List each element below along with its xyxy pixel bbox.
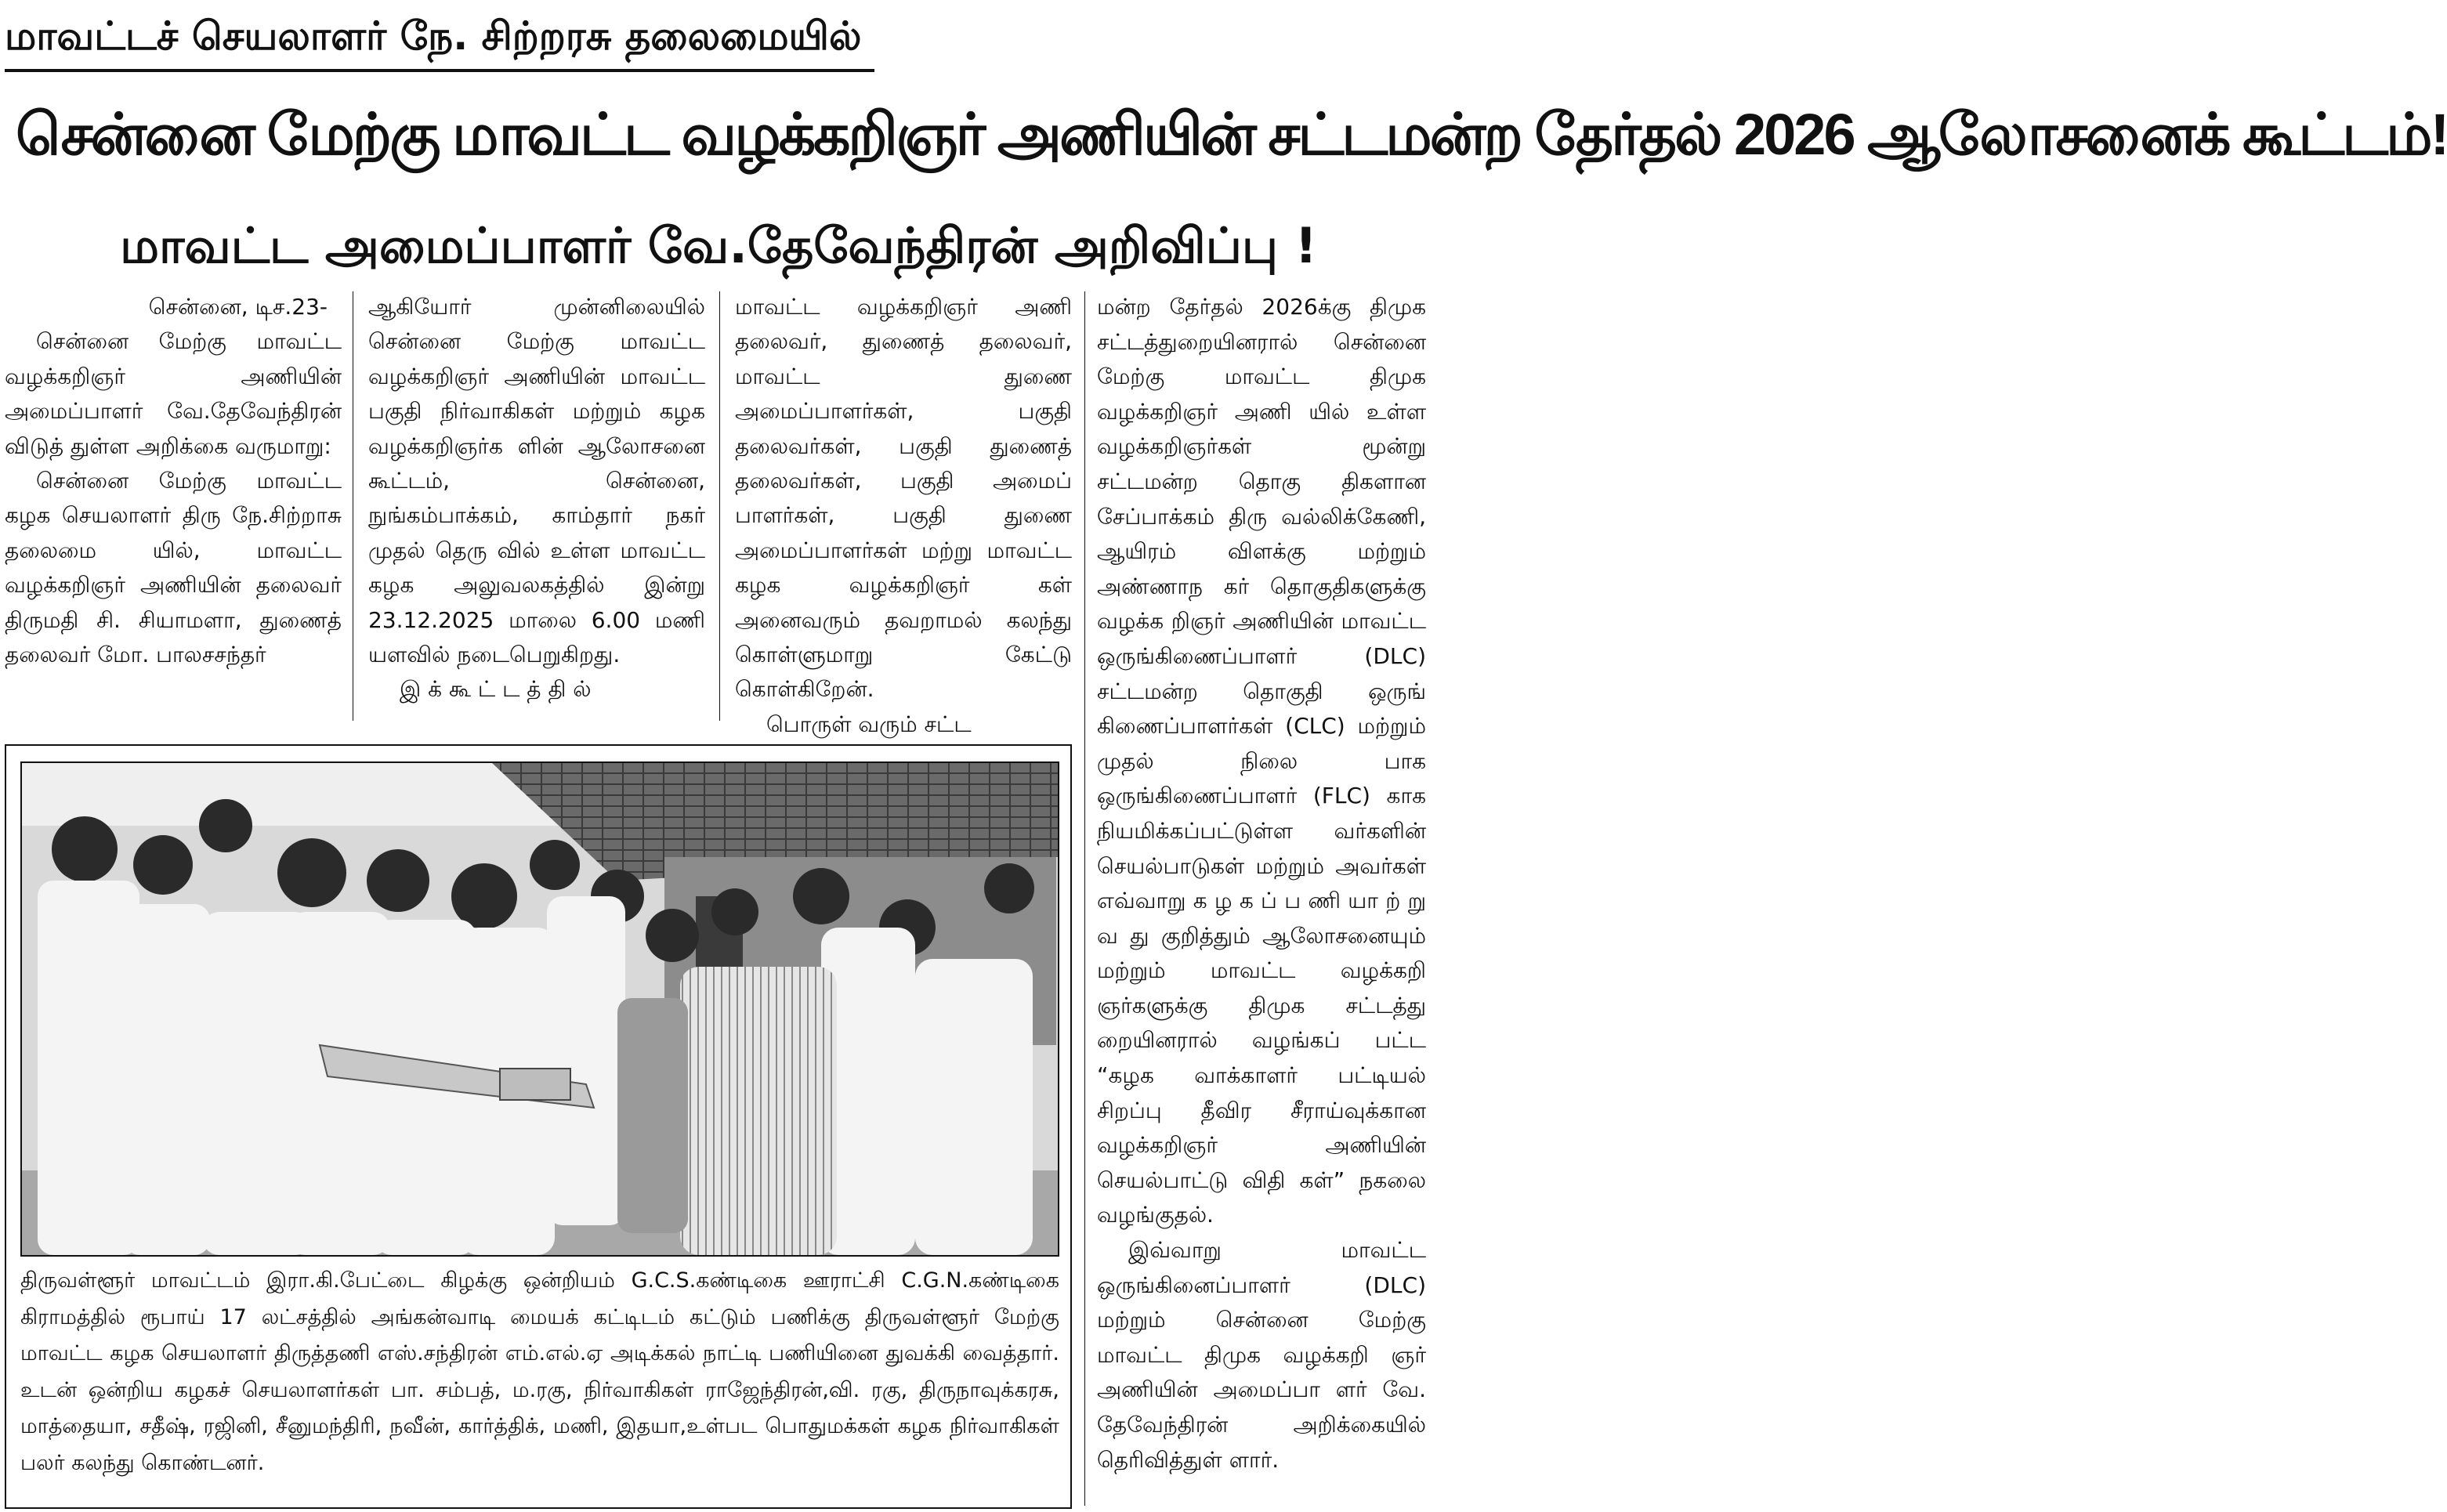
- article-column-2: [368, 290, 705, 707]
- article-paragraph: மன்ற தேர்தல் 2026க்கு திமுக சட்டத்துறையினரால் சென்னை மேற்கு மாவட்ட திமுக வழக்கறிஞர் அணி யில் உள்ள வழக்கறிஞர்கள் மூன்று சட்டமன்ற தொகு திகளான சேப்பாக்கம் திரு வல்லிக்கேணி, ஆயிரம் விளக்கு மற்றும் அண்ணாந கர் தொகுதிகளுக்கு வழக்க றிஞர் அணியின் மாவட்ட ஒருங்கிணைப்பாளர் (DLC) சட்டமன்ற தொகுதி ஒருங் கிணைப்பாளர்கள் (CLC) மற்றும் முதல் நிலை பாக ஒருங்கிணைப்பாளர் (FLC) காக நியமிக்கப்பட்டுள்ள வர்களின் செயல்பாடுகள் மற்றும் அவர்கள் எவ்வாறு க ழ க ப் ப ணி யா ற் று வ து குறித்தும் ஆலோசனையும் மற்றும் மாவட்ட வழக்கறி ஞர்களுக்கு திமுக சட்டத்து றையினரால் வழங்கப் பட்ட “கழக வாக்காளர் பட்டியல் சிறப்பு தீவிர சீராய்வுக்கான வழக்கறிஞர் அணியின் செயல்பாட்டு விதி கள்” நகலை வழங்குதல்.: [1097, 294, 1426, 1228]
- article-column-3: [735, 290, 1072, 742]
- kicker-line: மாவட்டச் செயலாளர் நே. சிற்றரசு தலைமையில்: [5, 3, 874, 72]
- column-rule: [719, 291, 720, 721]
- photo-frame: [5, 744, 1072, 1509]
- column-rule: [1084, 291, 1085, 1506]
- article-paragraph: சென்னை மேற்கு மாவட்ட கழக செயலாளர் திரு நே.சிற்றாசு தலைமை யில், மாவட்ட வழக்கறிஞர் அணியின் தலைவர் திருமதி சி. சியாமளா, துணைத் தலைவர் மோ. பாலசசந்தர்: [5, 468, 342, 668]
- article-paragraph: இவ்வாறு மாவட்ட ஒருங்கினைப்பாளர் (DLC) மற்றும் சென்னை மேற்கு மாவட்ட திமுக வழக்கறி ஞர் அணியின் அமைப்பா ளர் வே. தேவேந்திரன் அறிக்கையில் தெரிவித்துள் ளார்.: [1097, 1237, 1426, 1473]
- news-photo: [20, 761, 1059, 1257]
- article-paragraph: சென்னை மேற்கு மாவட்ட வழக்கறிஞர் அணியின் அமைப்பாளர் வே.தேவேந்திரன் விடுத் துள்ள அறிக்கை வருமாறு:: [5, 328, 342, 459]
- article-paragraph: மாவட்ட வழக்கறிஞர் அணி தலைவர், துணைத் தலைவர், மாவட்ட துணை அமைப்பாளர்கள், பகுதி தலைவர்கள், பகுதி துணைத் தலைவர்கள், பகுதி அமைப் பாளர்கள், பகுதி துணை அமைப்பாளர்கள் மற்று மாவட்ட கழக வழக்கறிஞர் கள் அனைவரும் தவறாமல் கலந்து கொள்ளுமாறு கேட்டு கொள்கிறேன்.: [735, 294, 1072, 703]
- article-paragraph: பொருள் வரும் சட்ட: [766, 711, 972, 737]
- article-column-1: [5, 290, 342, 672]
- headline: சென்னை மேற்கு மாவட்ட வழக்கறிஞர் அணியின் சட்டமன்ற தேர்தல் 2026 ஆலோசனைக் கூட்டம்!: [16, 102, 2447, 167]
- dateline: சென்னை, டிச.23-: [148, 294, 328, 320]
- subheadline: மாவட்ட அமைப்பாளர் வே.தேவேந்திரன் அறிவிப்பு !: [120, 217, 1317, 274]
- article-column-4: [1097, 290, 1426, 1478]
- photo-caption: திருவள்ளூர் மாவட்டம் இரா.கி.பேட்டை கிழக்கு ஒன்றியம் G.C.S.கண்டிகை ஊராட்சி C.G.N.கண்டிகை கிராமத்தில் ரூபாய் 17 லட்சத்தில் அங்கன்வாடி மையக் கட்டிடம் கட்டும் பணிக்கு திருவள்ளூர் மேற்கு மாவட்ட கழக செயலாளர் திருத்தணி எஸ்.சந்திரன் எம்.எல்.ஏ அடிக்கல் நாட்டி பணியினை துவக்கி வைத்தார். உடன் ஒன்றிய கழகச் செயலாளர்கள் பா. சம்பத், ம.ரகு, நிர்வாகிகள் ராஜேந்திரன்,வி. ரகு, திருநாவுக்கரசு, மாத்தையா, சதீஷ், ரஜினி, சீனுமந்திரி, நவீன், கார்த்திக், மணி, இதயா,உள்பட பொதுமக்கள் கழக நிர்வாகிகள் பலர் கலந்து கொண்டனர்.: [20, 1268, 1059, 1475]
- article-paragraph: இ க் கூ ட் ட த் தி ல்: [400, 676, 592, 703]
- article-paragraph: ஆகியோர் முன்னிலையில் சென்னை மேற்கு மாவட்ட வழக்கறிஞர் அணியின் மாவட்ட பகுதி நிர்வாகிகள் மற்றும் கழக வழக்கறிஞர்க ளின் ஆலோசனை கூட்டம், சென்னை, நுங்கம்பாக்கம், காம்தார் நகர் முதல் தெரு வில் உள்ள மாவட்ட கழக அலுவலகத்தில் இன்று 23.12.2025 மாலை 6.00 மணி யளவில் நடைபெறுகிறது.: [368, 294, 705, 668]
- news-photo-illustration: [22, 763, 1058, 1255]
